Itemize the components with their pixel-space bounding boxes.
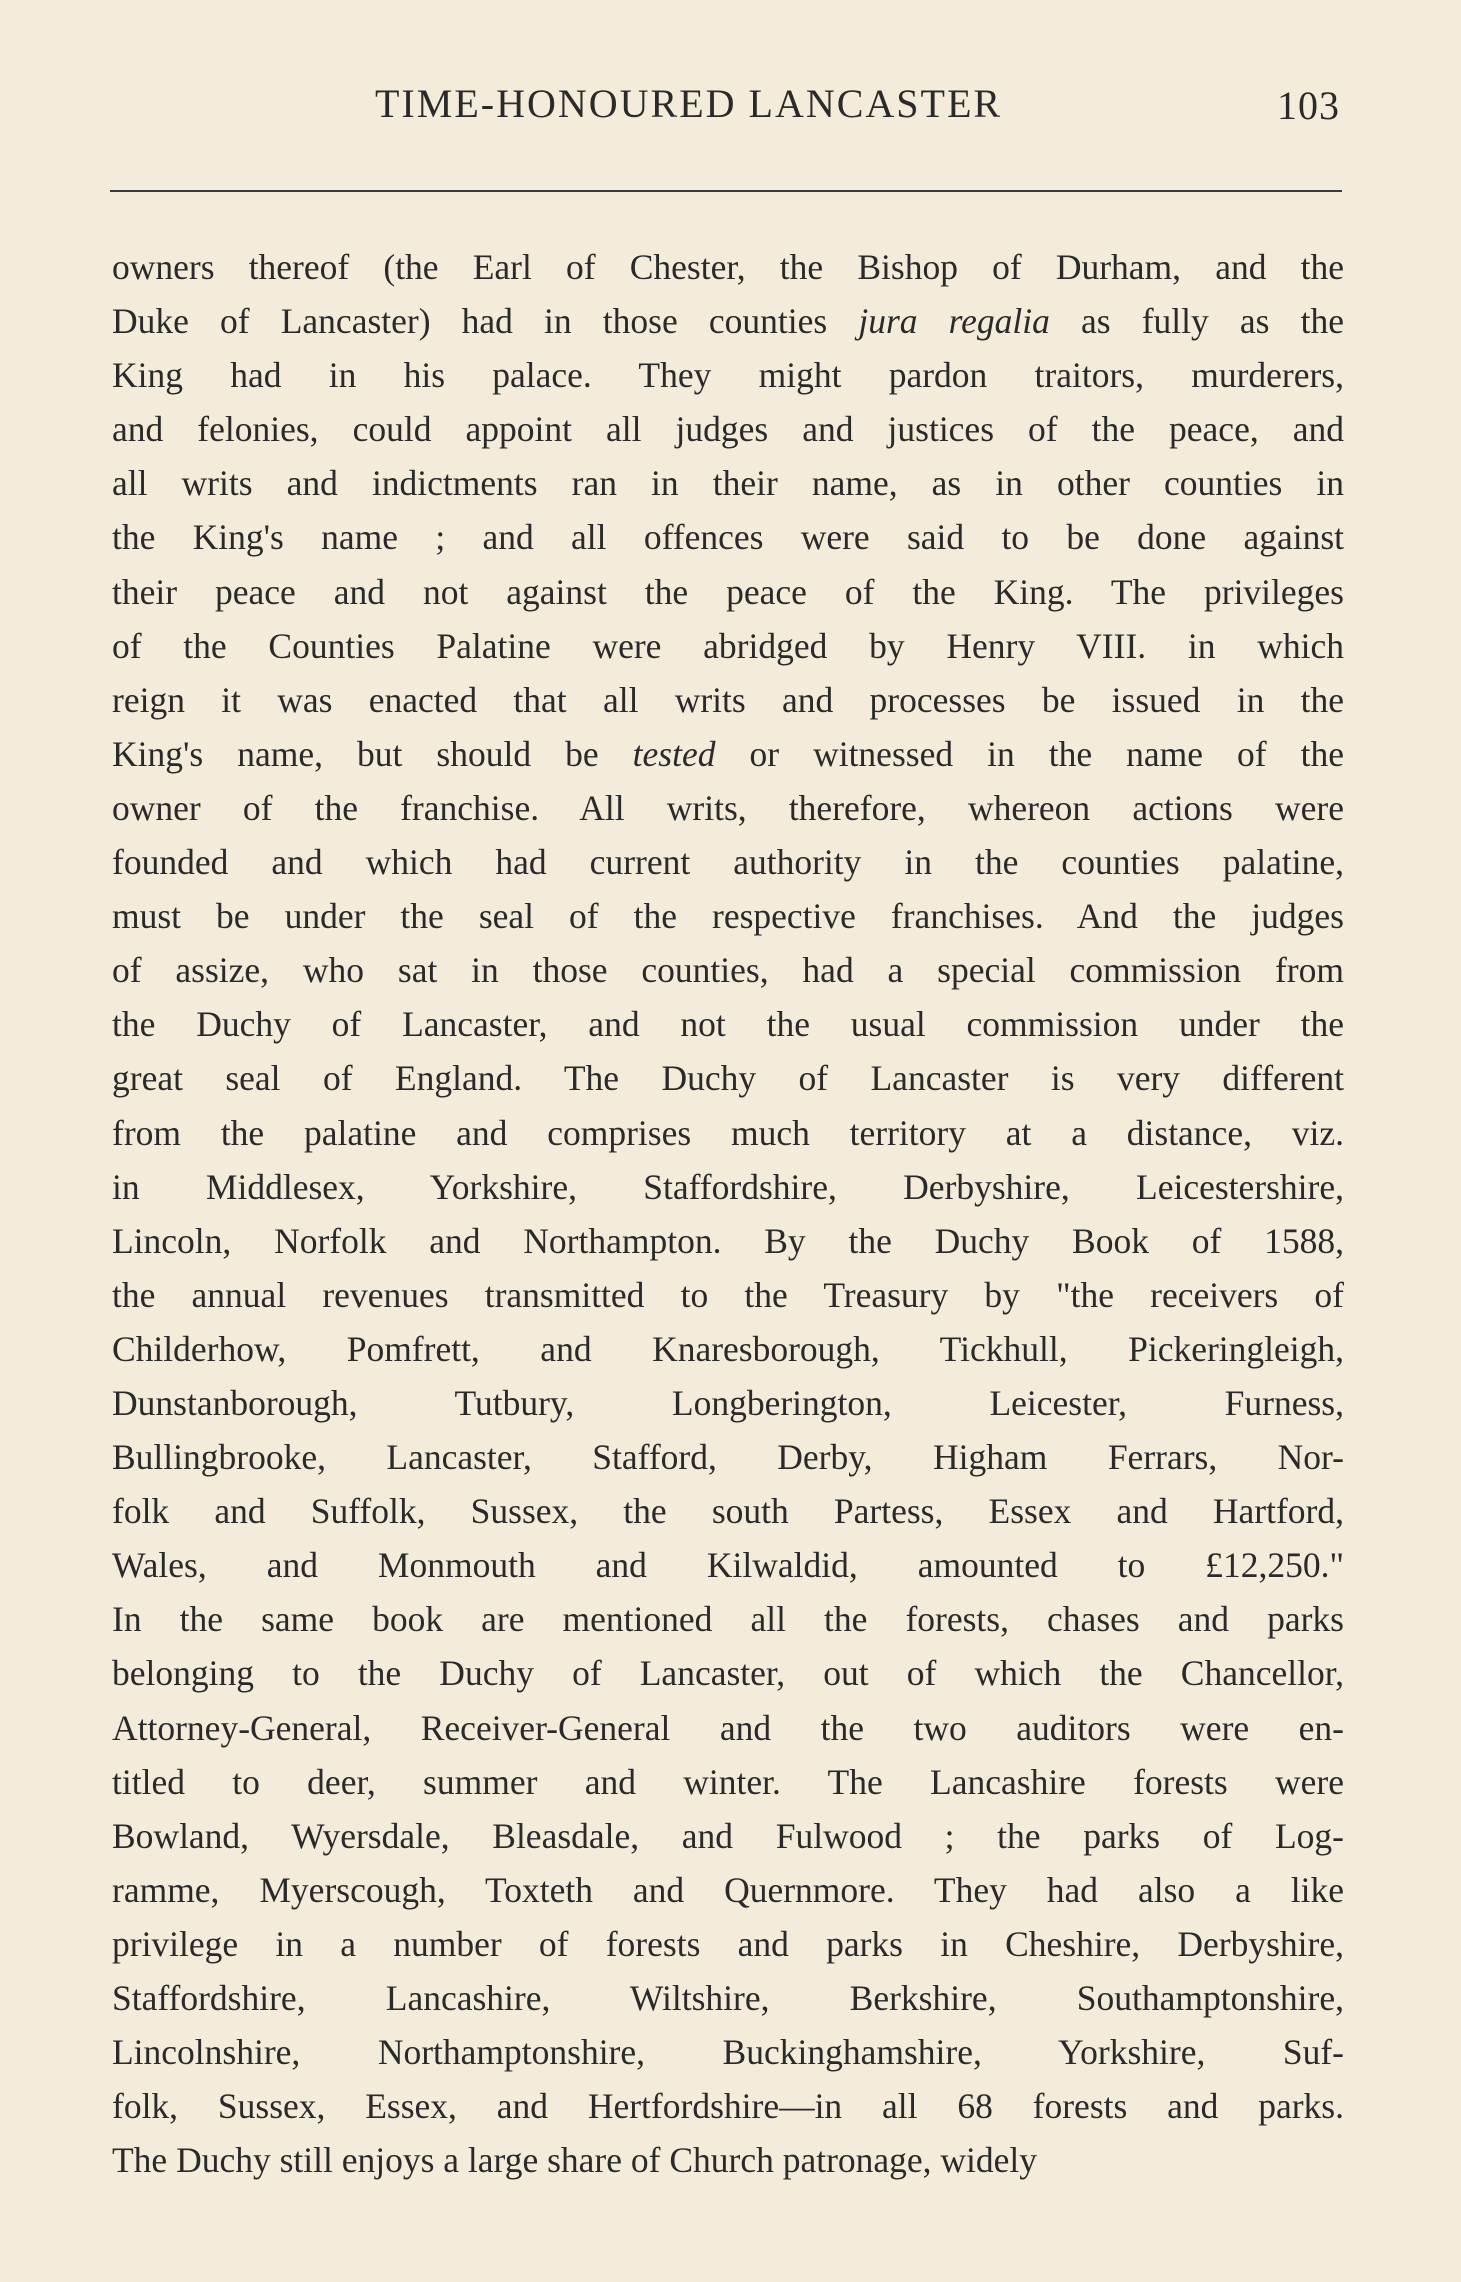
text-run: in Middlesex, Yorkshire, Staffordshire, Derbyshire, Leicestershire, — [112, 1166, 1344, 1207]
text-line — [112, 1701, 1344, 1755]
text-line — [112, 1376, 1344, 1430]
text-line — [112, 1863, 1344, 1917]
text-run: owner of the franchise. All writs, therefore, whereon actions were — [112, 787, 1344, 828]
text-run: of assize, who sat in those counties, had a special commission from — [112, 950, 1344, 991]
text-line — [112, 565, 1344, 619]
text-run: In the same book are mentioned all the forests, chases and parks — [112, 1599, 1344, 1640]
text-line — [112, 1214, 1344, 1268]
text-run: Staffordshire, Lancashire, Wiltshire, Berkshire, Southamptonshire, — [112, 1978, 1344, 2018]
text-line — [112, 1592, 1344, 1646]
text-run: the annual revenues transmitted to the Treasury by "the receivers of — [112, 1274, 1344, 1315]
text-run: from the palatine and comprises much territory at a distance, viz. — [112, 1112, 1344, 1153]
text-line — [112, 1755, 1344, 1809]
text-run: Bullingbrooke, Lancaster, Stafford, Derby, Higham Ferrars, Nor- — [112, 1437, 1344, 1478]
text-run: The Duchy still enjoys a large share of Church patronage, widely — [112, 2140, 1038, 2181]
text-run: Duke of Lancaster) had in those counties — [112, 301, 859, 342]
text-run: privilege in a number of forests and parks in Cheshire, Derbyshire, — [112, 1923, 1344, 1964]
text-line — [112, 1646, 1344, 1700]
text-line — [112, 943, 1344, 997]
text-run: must be under the seal of the respective franchises. And the judges — [112, 896, 1344, 937]
text-run: all writs and indictments ran in their name, as in other counties in — [112, 463, 1344, 504]
body-text — [112, 240, 1344, 2187]
text-line — [112, 510, 1344, 564]
text-run: and felonies, could appoint all judges and justices of the peace, and — [112, 409, 1344, 450]
text-run: founded and which had current authority in the counties palatine, — [112, 842, 1344, 883]
text-line — [112, 1106, 1344, 1160]
text-run: Dunstanborough, Tutbury, Longberington, Leicester, Furness, — [112, 1382, 1344, 1423]
running-title: TIME-HONOURED LANCASTER — [375, 81, 1003, 126]
text-run: titled to deer, summer and winter. The Lancashire forests were — [112, 1761, 1344, 1802]
text-run: of the Counties Palatine were abridged by Henry VIII. in which — [112, 625, 1344, 666]
text-run: the King's name ; and all offences were said to be done against — [112, 517, 1344, 558]
text-run: folk, Sussex, Essex, and Hertfordshire—in all 68 forests and parks. — [112, 2086, 1344, 2127]
text-run: Wales, and Monmouth and Kilwaldid, amounted to £12,250." — [112, 1545, 1344, 1586]
text-run: Childerhow, Pomfrett, and Knaresborough, Tickhull, Pickeringleigh, — [112, 1328, 1344, 1369]
text-line — [112, 402, 1344, 456]
text-run: folk and Suffolk, Sussex, the south Partess, Essex and Hartford, — [112, 1491, 1344, 1532]
text-run: their peace and not against the peace of the King. The privileges — [112, 571, 1344, 612]
text-line — [112, 1051, 1344, 1105]
text-line — [112, 1971, 1344, 2025]
text-run: owners thereof (the Earl of Chester, the Bishop of Durham, and the — [112, 247, 1344, 287]
text-run: Lincoln, Norfolk and Northampton. By the Duchy Book of 1588, — [112, 1220, 1344, 1261]
text-run: Bowland, Wyersdale, Bleasdale, and Fulwood ; the parks of Log- — [112, 1815, 1344, 1856]
text-line — [112, 727, 1344, 781]
text-line — [112, 1268, 1344, 1322]
text-line — [112, 619, 1344, 673]
text-line — [112, 1538, 1344, 1592]
text-run: belonging to the Duchy of Lancaster, out of which the Chancellor, — [112, 1653, 1344, 1694]
text-run: great seal of England. The Duchy of Lancaster is very different — [112, 1058, 1344, 1099]
text-line — [112, 294, 1344, 348]
text-run: King had in his palace. They might pardon traitors, murderers, — [112, 355, 1344, 396]
text-run: Attorney-General, Receiver-General and the two auditors were en- — [112, 1707, 1344, 1748]
text-run: Lincolnshire, Northamptonshire, Buckinghamshire, Yorkshire, Suf- — [112, 2032, 1344, 2073]
text-line — [112, 781, 1344, 835]
text-run: or witnessed in the name of the — [715, 733, 1344, 774]
text-line — [112, 1809, 1344, 1863]
text-line — [112, 997, 1344, 1051]
text-line — [112, 1430, 1344, 1484]
header-rule — [110, 190, 1342, 192]
text-line — [112, 240, 1344, 294]
text-line — [112, 1160, 1344, 1214]
text-run: as fully as the — [1049, 301, 1344, 342]
page-number: 103 — [1277, 83, 1340, 128]
text-line — [112, 1917, 1344, 1971]
text-run: ramme, Myerscough, Toxteth and Quernmore. They had also a like — [112, 1869, 1344, 1910]
text-line — [112, 889, 1344, 943]
text-line — [112, 1484, 1344, 1538]
text-line — [112, 2133, 1344, 2187]
text-line — [112, 456, 1344, 510]
italic-term: tested — [632, 733, 716, 774]
running-head — [110, 80, 1340, 140]
text-run: reign it was enacted that all writs and processes be issued in the — [112, 679, 1344, 720]
text-line — [112, 2025, 1344, 2079]
text-line — [112, 348, 1344, 402]
text-line — [112, 835, 1344, 889]
text-line — [112, 2079, 1344, 2133]
text-run: the Duchy of Lancaster, and not the usual commission under the — [112, 1004, 1344, 1045]
italic-term: jura regalia — [858, 301, 1050, 342]
text-run: King's name, but should be — [112, 733, 633, 774]
text-line — [112, 1322, 1344, 1376]
text-line — [112, 673, 1344, 727]
